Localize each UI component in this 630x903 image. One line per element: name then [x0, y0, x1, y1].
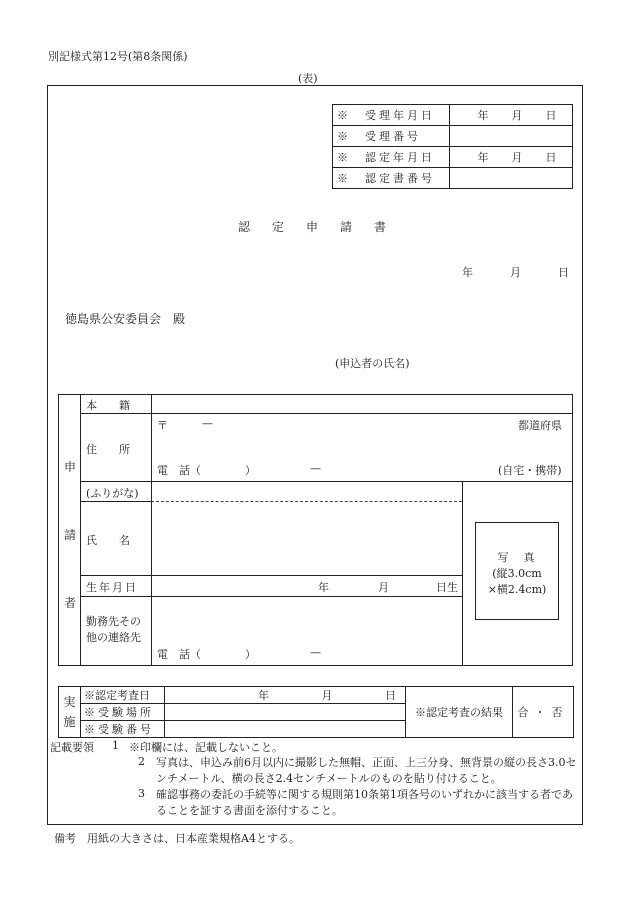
- reception-label: ※ 認定書番号: [333, 168, 450, 189]
- mobile-note: (自宅・携帯): [498, 464, 562, 477]
- table-row: [333, 105, 573, 126]
- form-label: 別記様式第12号(第8条関係): [48, 50, 188, 63]
- date-day: 日: [558, 266, 569, 279]
- honseki-field[interactable]: [152, 395, 572, 413]
- applicant-side-char: 者: [64, 596, 77, 610]
- table-row: [333, 168, 573, 189]
- birth-day: 日生: [436, 581, 458, 594]
- reception-value[interactable]: [450, 126, 573, 147]
- result-label: ※認定考査の結果: [406, 687, 513, 738]
- address-label: 住 所: [86, 443, 130, 456]
- table-row: [333, 147, 573, 168]
- implementation-table: [58, 686, 574, 738]
- applicant-side-char: 請: [64, 528, 77, 542]
- addressee: 徳島県公安委員会 殿: [65, 312, 186, 326]
- exam-date-label: ※認定考査日: [81, 687, 165, 704]
- note-text: 写真は、申込み前6月以内に撮影した無帽、正面、上三分身、無背景の縦の長さ3.0センチメートル、横の長さ2.4センチメートルのものを貼り付けること。: [156, 756, 577, 785]
- exam-place-label: ※受験場所: [81, 704, 165, 721]
- divider: [80, 575, 462, 576]
- page-title: 認定申請書: [238, 220, 409, 234]
- applicant-name-label: (申込者の氏名): [335, 357, 410, 370]
- applicant-side-char: 申: [64, 460, 77, 474]
- note-text: 確認事務の委託の手続等に関する規則第10条第1項各号のいずれかに該当する者であることを証する書面を添付すること。: [156, 788, 573, 817]
- reception-value[interactable]: [450, 168, 573, 189]
- note-text: ※印欄には、記載しないこと。: [129, 741, 283, 754]
- furigana-field[interactable]: [152, 482, 461, 501]
- exam-number-field[interactable]: [165, 721, 406, 738]
- prefecture-suffix: 都道府県: [518, 419, 562, 432]
- furigana-label: (ふりがな): [86, 487, 139, 500]
- postal-dash: —: [202, 417, 213, 430]
- date-month: 月: [510, 266, 521, 279]
- photo-size-h: (縦3.0cm: [492, 567, 542, 580]
- table-row: [333, 126, 573, 147]
- note-num: 2: [138, 755, 145, 768]
- postal-mark: 〒: [157, 419, 168, 432]
- work-phone-label: 電 話（ ）: [157, 648, 256, 661]
- divider: [80, 394, 81, 666]
- notes-heading: 記載要領: [50, 741, 94, 754]
- photo-label: 写 真: [497, 551, 537, 564]
- exam-number-label: ※受験番号: [81, 721, 165, 738]
- work-phone-dash: —: [310, 646, 321, 659]
- pass-fail[interactable]: 合・否: [513, 687, 574, 738]
- address-field[interactable]: [152, 414, 572, 481]
- implementation-side-label: 実 施: [59, 687, 81, 738]
- birth-year: 年: [318, 581, 329, 594]
- photo-box: [475, 522, 559, 620]
- note-num: 1: [112, 739, 119, 752]
- work-field[interactable]: [152, 597, 461, 665]
- name-field[interactable]: [152, 502, 461, 575]
- phone-label: 電 話（ ）: [157, 464, 256, 477]
- reception-label: ※ 認定年月日: [333, 147, 450, 168]
- phone-dash: —: [310, 462, 321, 475]
- remark: 備考 用紙の大きさは、日本産業規格A4とする。: [54, 832, 300, 845]
- birth-label: 生年月日: [86, 581, 138, 594]
- divider: [462, 481, 463, 666]
- work-label: 勤務先その他の連絡先: [86, 615, 141, 644]
- table-row: [59, 687, 574, 704]
- reception-value[interactable]: 年 月 日: [450, 105, 573, 126]
- name-label: 氏 名: [86, 534, 130, 547]
- reception-label: ※ 受理年月日: [333, 105, 450, 126]
- reception-label: ※ 受理番号: [333, 126, 450, 147]
- note-num: 3: [138, 787, 145, 800]
- exam-place-field[interactable]: [165, 704, 406, 721]
- side-label: (表): [298, 72, 318, 85]
- reception-table: [332, 104, 573, 189]
- birth-month: 月: [378, 581, 389, 594]
- honseki-label: 本 籍: [86, 399, 130, 412]
- exam-date-field[interactable]: 年 月 日: [165, 687, 406, 704]
- reception-value[interactable]: 年 月 日: [450, 147, 573, 168]
- divider: [80, 501, 151, 502]
- photo-size-w: ×横2.4cm): [487, 583, 547, 596]
- date-year: 年: [462, 266, 473, 279]
